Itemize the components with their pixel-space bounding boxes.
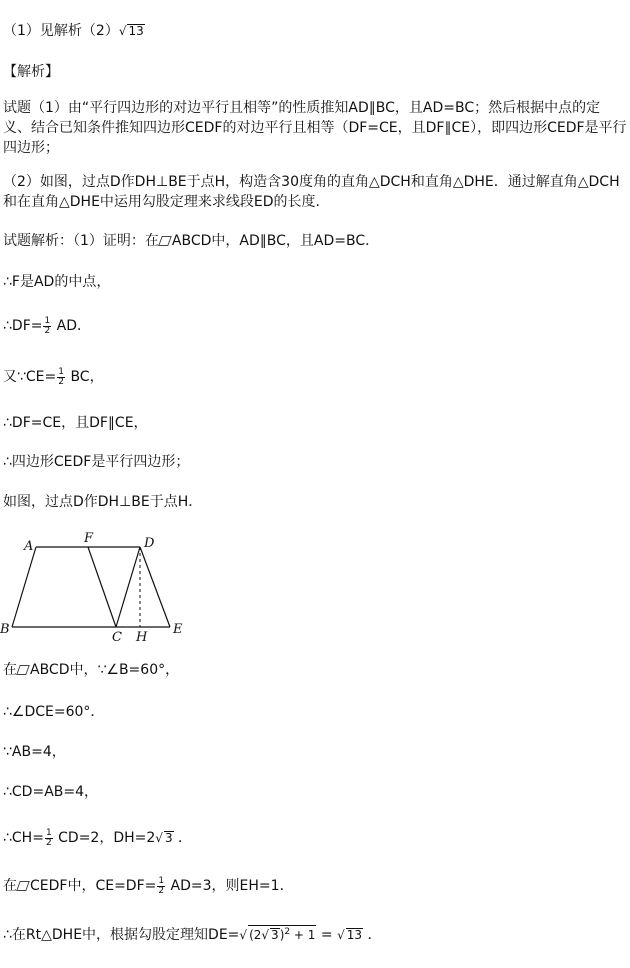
solution-text: ．: [173, 830, 193, 846]
fraction-numerator: 1: [44, 315, 51, 326]
solution-text: ∴DF=: [3, 318, 43, 334]
radicand: 13: [346, 928, 363, 942]
solution-line-6: ∴四边形CEDF是平行四边形；: [3, 454, 190, 470]
parallelogram-icon: [16, 881, 30, 891]
solution-text: ∴在Rt△DHE中，根据勾股定理知DE=: [3, 927, 240, 943]
sqrt-sign: √: [337, 928, 345, 942]
solution-line-2: ∴F是AD的中点，: [3, 274, 111, 290]
solution-text: CD=2，DH=2: [53, 830, 156, 846]
label-E: E: [173, 622, 183, 637]
radicand: 3: [164, 831, 173, 845]
sqrt-sign: √: [239, 928, 248, 942]
solution-text: CEDF中，CE=DF=: [30, 878, 157, 894]
segment-CD: [116, 547, 140, 627]
solution-line-7: 如图，过点D作DH⊥BE于点H．: [3, 494, 203, 510]
analysis-heading: 【解析】: [3, 64, 59, 80]
solution-line-13: [3, 876, 294, 896]
solution-line-9: ∴∠DCE=60°．: [3, 704, 105, 720]
solution-line-11: ∴CD=AB=4，: [3, 784, 99, 800]
segment-DE: [140, 547, 170, 627]
solution-text: BC，: [66, 369, 104, 385]
solution-text: ABCD中，AD∥BC，且AD=BC．: [171, 233, 380, 249]
equals-sign: =: [316, 927, 338, 943]
fraction-numerator: 1: [58, 366, 64, 377]
solution-line-1: [3, 231, 379, 251]
solution-line-8: [3, 660, 179, 680]
fraction-one-half: [45, 829, 53, 848]
segment-AB: [12, 547, 36, 627]
answer-text: （1）见解析（2）: [3, 23, 119, 39]
sqrt-sign: √: [155, 831, 163, 845]
answer-radicand: 13: [128, 24, 144, 38]
fraction-one-half: [157, 877, 165, 896]
solution-text: AD=3，则EH=1．: [166, 878, 294, 894]
solution-line-14: [3, 925, 381, 945]
label-D: D: [144, 536, 155, 551]
solution-text: ∴CH=: [3, 830, 44, 846]
answer-line: [3, 21, 145, 41]
analysis-paragraph-2: （2）如图，过点D作DH⊥BE于点H，构造含30度角的直角△DCH和直角△DHE．通过解直角△DCH和在直角△DHE中运用勾股定理来求线段ED的长度．: [3, 174, 620, 210]
parallelogram-icon: [158, 236, 172, 246]
solution-line-5: ∴DF=CE，且DF∥CE，: [3, 415, 148, 431]
parallelogram-icon: [16, 665, 30, 675]
solution-line-10: ∵AB=4，: [3, 744, 66, 760]
geometry-figure: [0, 525, 200, 645]
expr-part: + 1: [290, 928, 316, 942]
solution-text: 又∵CE=: [3, 369, 57, 385]
expr-part: (2: [249, 928, 262, 942]
solution-text: 在: [3, 662, 17, 678]
solution-line-4: [3, 367, 104, 387]
radicand: 3: [271, 928, 279, 942]
label-H: H: [136, 630, 148, 645]
label-F: F: [84, 531, 94, 546]
fraction-numerator: 1: [158, 875, 165, 886]
solution-text: 试题解析：（1）证明：在: [3, 233, 159, 249]
sqrt-sign: √: [261, 928, 270, 942]
fraction-denominator: 2: [58, 376, 64, 387]
solution-line-12: [3, 828, 192, 848]
label-A: A: [24, 539, 34, 554]
fraction-one-half: [57, 368, 65, 387]
label-B: B: [0, 622, 10, 637]
sqrt-sign: √: [118, 24, 127, 38]
fraction-numerator: 1: [45, 827, 52, 838]
solution-text: AD．: [52, 318, 92, 334]
fraction-denominator: 2: [45, 837, 52, 848]
label-C: C: [112, 630, 122, 645]
solution-text: ．: [363, 927, 382, 943]
solution-text: 在: [3, 878, 17, 894]
fraction-denominator: 2: [44, 325, 51, 336]
outer-radical: [248, 925, 316, 942]
solution-text: ABCD中，∵∠B=60°，: [30, 662, 180, 678]
fraction-denominator: 2: [158, 885, 165, 896]
solution-line-3: [3, 316, 91, 336]
segment-FC: [88, 547, 116, 627]
analysis-paragraph-1: 试题（1）由“平行四边形的对边平行且相等”的性质推知AD∥BC，且AD=BC；然后根据中点的定义、结合已知条件推知四边形CEDF的对边平行且相等（DF=CE，且DF∥CE），即四边形CEDF是平行四边形；: [3, 100, 627, 156]
exponent: 2: [284, 927, 291, 937]
fraction-one-half: [43, 317, 51, 336]
expr-part: ): [279, 928, 285, 942]
